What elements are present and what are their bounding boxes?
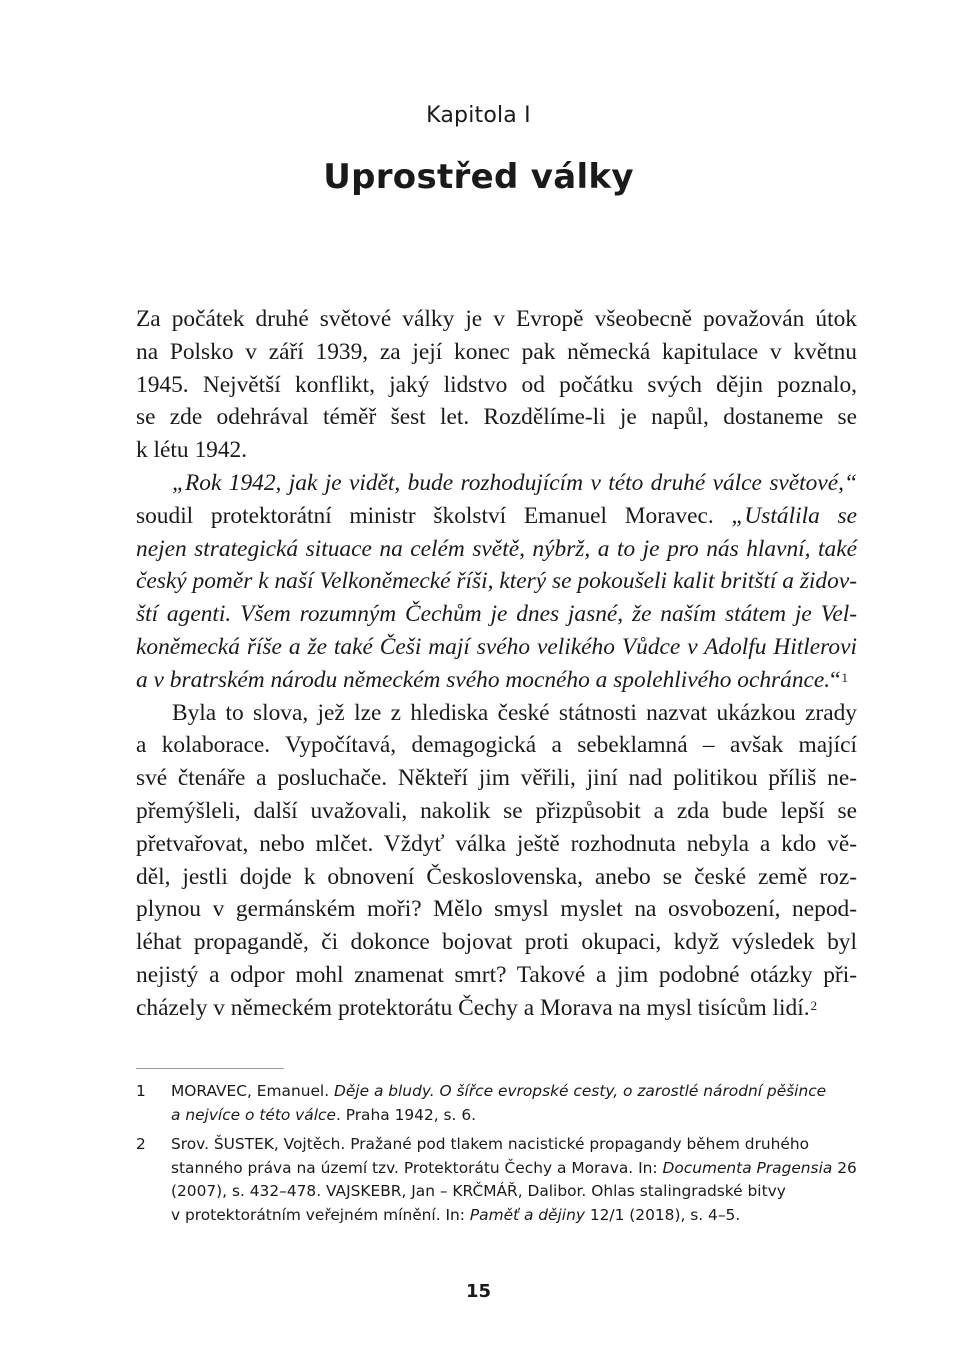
body-line: léhat propagandě, či dokonce bojovat proti okupaci, když výsledek byl	[136, 929, 857, 956]
footnote-divider	[136, 1068, 284, 1069]
footnote-line	[171, 1157, 857, 1181]
body-line: na Polsko v září 1939, za její konec pak německá kapitulace v květnu	[136, 338, 857, 365]
body-text	[136, 303, 857, 1025]
quote-line: nejen strategická situace na celém světě, nýbrž, a to je pro nás hlavní, také	[136, 535, 857, 562]
body-line: přetvařovat, nebo mlčet. Vždyť válka ještě rozhodnuta nebyla a kdo vě-	[136, 830, 857, 857]
footnote-ref-2[interactable]: 2	[810, 997, 818, 1013]
body-line: k létu 1942.	[136, 437, 248, 464]
footnote-text: v protektorátním veřejném mínění. In:	[171, 1205, 470, 1224]
quote-line	[136, 664, 857, 697]
quote-line: český poměr k naší Velkoněmecké říši, který se pokoušeli kalit britští a židov-	[136, 568, 857, 595]
footnote-text: MORAVEC, Emanuel.	[171, 1082, 334, 1100]
body-line: přemýšleli, další uvažovali, nakolik se přizpůsobit a zda bude lepší se	[136, 797, 857, 824]
quote-line: ští agenti. Všem rozumným Čechům je dnes jasné, že naším státem je Vel-	[136, 601, 857, 628]
quote-segment: a v bratrském národu německém svého mocného a spolehlivého ochránce.	[136, 666, 831, 693]
footnote-text: . Praha 1942, s. 6.	[335, 1105, 477, 1124]
footnote-number: 2	[136, 1135, 146, 1153]
body-text-segment: cházely v německém protektorátu Čechy a Morava na mysl tisícům lidí.	[136, 994, 810, 1021]
body-line: děl, jestli dojde k obnovení Československa, anebo se české země roz-	[136, 863, 857, 890]
body-line: Byla to slova, jež lze z hlediska české státnosti nazvat ukázkou zrady	[172, 699, 857, 726]
footnote-title: Děje a bludy. O šířce evropské cesty, o zarostlé národní pěšince	[333, 1082, 827, 1100]
body-line	[136, 992, 857, 1025]
footnote-line	[171, 1104, 857, 1128]
footnote-text: 12/1 (2018), s. 4–5.	[584, 1205, 741, 1224]
body-line: se zde odehrával téměř šest let. Rozdělíme-li je napůl, dostaneme se	[136, 404, 857, 431]
body-text-segment: soudil protektorátní ministr školství Emanuel Moravec.	[136, 502, 732, 529]
quote-segment: „Ustálila se	[731, 502, 857, 529]
body-line	[136, 500, 857, 533]
body-line: a kolaborace. Vypočítavá, demagogická a sebeklamná – avšak mající	[136, 732, 857, 759]
footnotes	[136, 1080, 857, 1227]
chapter-title: Uprostřed války	[323, 157, 634, 197]
body-line: nejistý a odpor mohl znamenat smrt? Takové a jim podobné otázky při-	[136, 961, 857, 988]
footnote-line: (2007), s. 432–478. VAJSKEBR, Jan – KRČMÁŘ, Dalibor. Ohlas stalingradské bitvy	[171, 1182, 786, 1200]
footnote-line	[171, 1204, 857, 1228]
closing-quote: “	[830, 666, 841, 693]
footnote-line	[171, 1080, 857, 1104]
body-line: plynou v germánském moři? Mělo smysl myslet na osvobození, nepod-	[136, 896, 857, 923]
footnote-number: 1	[136, 1082, 146, 1100]
footnote-title: a nejvíce o této válce	[171, 1105, 336, 1124]
quote-line: „Rok 1942, jak je vidět, bude rozhodujícím v této druhé válce světové,“	[172, 469, 857, 496]
footnote-1	[136, 1080, 857, 1127]
body-line: 1945. Největší konflikt, jaký lidstvo od počátku svých dějin poznalo,	[136, 371, 857, 398]
footnote-title: Paměť a dějiny	[469, 1205, 585, 1224]
chapter-label: Kapitola I	[426, 103, 531, 128]
body-line: Za počátek druhé světové války je v Evropě všeobecně považován útok	[136, 306, 857, 332]
footnote-text: 26	[832, 1158, 857, 1177]
footnote-title: Documenta Pragensia	[662, 1158, 833, 1177]
footnote-2	[136, 1133, 857, 1227]
footnote-ref-1[interactable]: 1	[841, 669, 849, 685]
quote-line: koněmecká říše a že také Češi mají svého velikého Vůdce v Adolfu Hitlerovi	[136, 633, 857, 660]
page-number: 15	[465, 1281, 492, 1302]
body-line: své čtenáře a posluchače. Někteří jim věřili, jiní nad politikou příliš ne-	[136, 765, 857, 792]
footnote-line: Srov. ŠUSTEK, Vojtěch. Pražané pod tlakem nacistické propagandy během druhého	[171, 1135, 810, 1153]
footnote-text: stanného práva na území tzv. Protektorátu Čechy a Morava. In:	[171, 1158, 663, 1177]
